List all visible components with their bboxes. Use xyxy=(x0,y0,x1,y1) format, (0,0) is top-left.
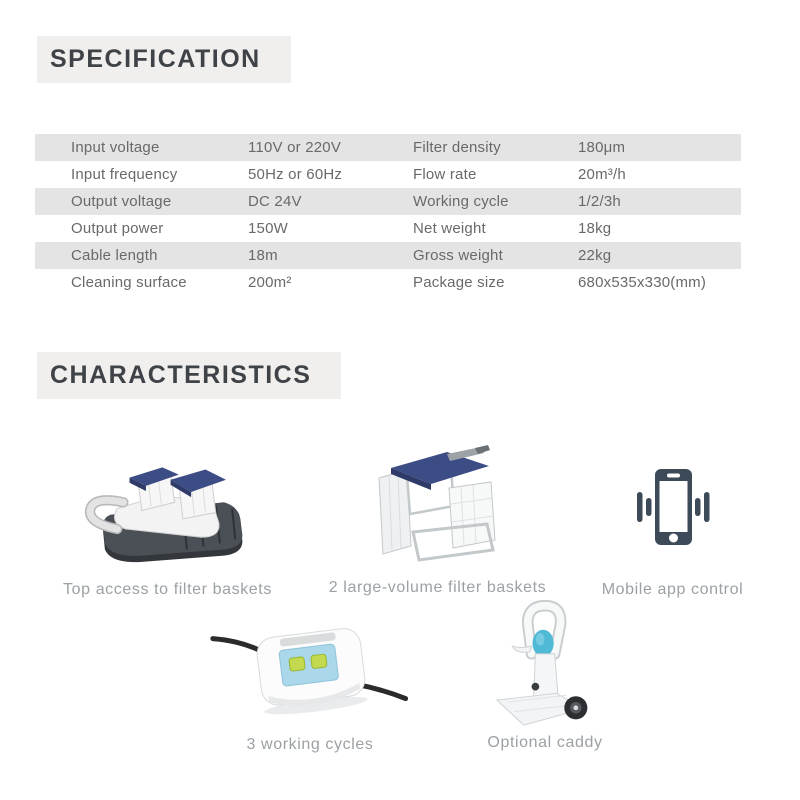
filter-baskets-image xyxy=(355,444,520,572)
spec-label: Working cycle xyxy=(413,193,509,210)
char-caption: Top access to filter baskets xyxy=(63,581,272,598)
characteristic-item xyxy=(450,598,640,752)
spec-value: 50Hz or 60Hz xyxy=(248,166,343,183)
spec-label: Filter density xyxy=(413,139,501,156)
spec-label: Output power xyxy=(71,220,164,237)
characteristic-item xyxy=(580,445,765,599)
spec-label: Input frequency xyxy=(71,166,178,183)
caddy-image xyxy=(485,598,606,728)
characteristic-item xyxy=(200,600,420,754)
spec-value: 150W xyxy=(248,220,288,237)
specification-heading: SPECIFICATION xyxy=(37,36,291,83)
spec-label: Output voltage xyxy=(71,193,172,210)
spec-label: Gross weight xyxy=(413,247,503,264)
table-row xyxy=(35,269,741,296)
table-row xyxy=(35,215,741,242)
spec-value: 22kg xyxy=(578,247,612,264)
power-supply-image xyxy=(210,613,410,718)
spec-label: Cleaning surface xyxy=(71,274,187,291)
spec-label: Net weight xyxy=(413,220,486,237)
table-row xyxy=(35,161,741,188)
char-caption: Mobile app control xyxy=(601,581,744,598)
spec-label: Flow rate xyxy=(413,166,477,183)
char-caption: 2 large-volume filter baskets xyxy=(328,579,547,596)
spec-value: 20m³/h xyxy=(578,166,626,183)
table-row xyxy=(35,242,741,269)
mobile-phone-vibrate-icon xyxy=(631,464,715,556)
spec-value: 180μm xyxy=(578,139,626,156)
spec-label: Cable length xyxy=(71,247,158,264)
table-row xyxy=(35,188,741,215)
spec-value: 680x535x330(mm) xyxy=(578,274,707,291)
char-caption: 3 working cycles xyxy=(246,736,374,753)
spec-value: 200m² xyxy=(248,274,292,291)
spec-value: 18m xyxy=(248,247,278,264)
spec-label: Input voltage xyxy=(71,139,160,156)
spec-value: 110V or 220V xyxy=(248,139,342,156)
table-row xyxy=(35,134,741,161)
characteristic-item xyxy=(305,443,570,597)
char-caption: Optional caddy xyxy=(487,734,603,751)
spec-value: DC 24V xyxy=(248,193,302,210)
spec-value: 18kg xyxy=(578,220,612,237)
characteristic-item xyxy=(35,445,300,599)
spec-value: 1/2/3h xyxy=(578,193,621,210)
spec-label: Package size xyxy=(413,274,505,291)
characteristics-heading: CHARACTERISTICS xyxy=(37,352,341,399)
specification-table xyxy=(35,134,741,296)
robot-cleaner-image xyxy=(80,451,255,569)
